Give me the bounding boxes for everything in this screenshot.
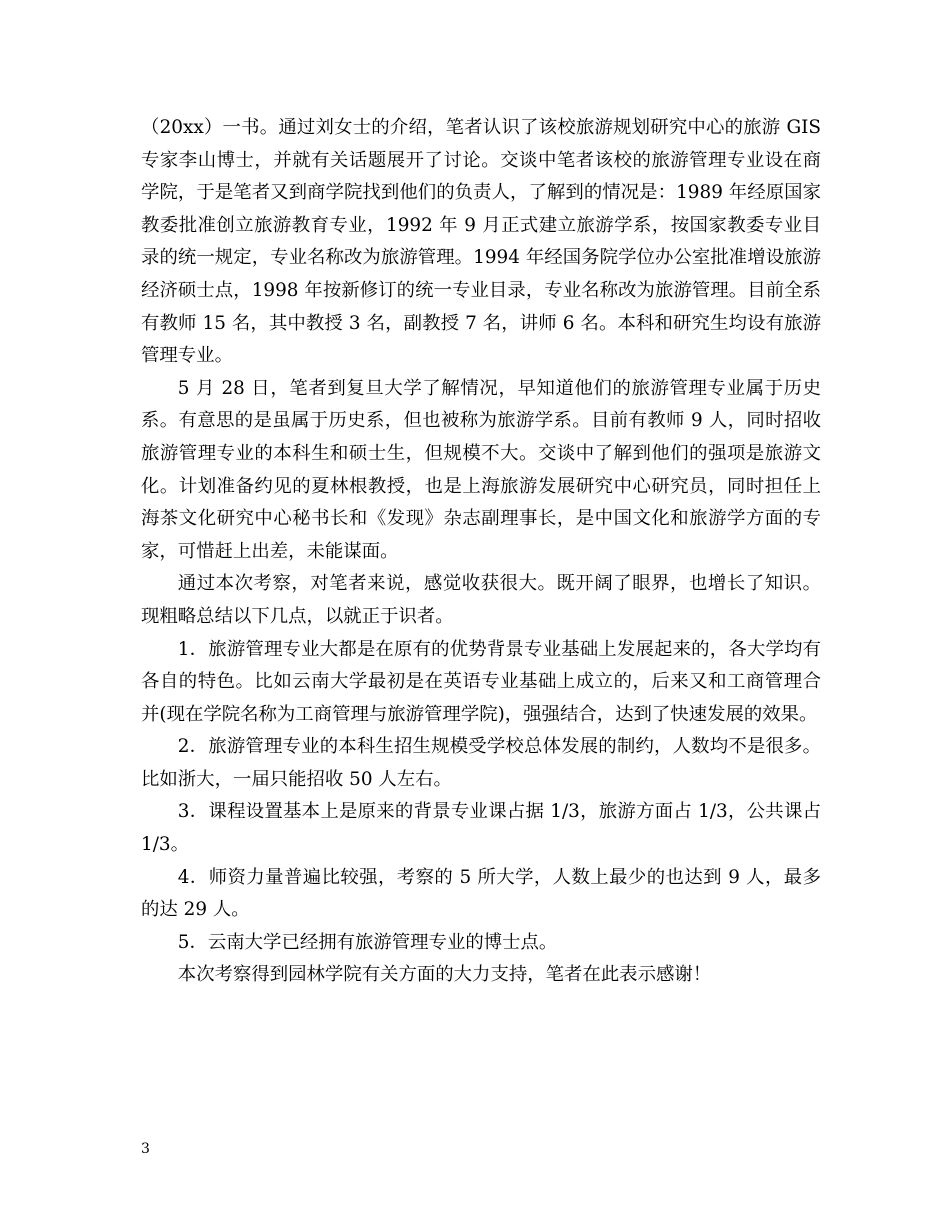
paragraph-1: （20xx）一书。通过刘女士的介绍，笔者认识了该校旅游规划研究中心的旅游 GIS 专家李山博士，并就有关话题展开了讨论。交谈中笔者该校的旅游管理专业设在商学院，于是笔者又到商学院找到他们的负责人，了解到的情况是：1989 年经原国家教委批准创立旅游教育专业，1992 年 9 月正式建立旅游学系，按国家教委专业目录的统一规定，专业名称改为旅游管理。1994 年经国务院学位办公室批准增设旅游经济硕士点，1998 年按新修订的统一专业目录，专业名称改为旅游管理。目前全系有教师 15 名，其中教授 3 名，副教授 7 名，讲师 6 名。本科和研究生均设有旅游管理专业。 — [141, 117, 821, 367]
list-item-5: 5．云南大学已经拥有旅游管理专业的博士点。 — [177, 931, 558, 953]
document-body — [141, 112, 821, 992]
list-item-3: 3．课程设置基本上是原来的背景专业课占据 1/3，旅游方面占 1/3，公共课占 1/3。 — [141, 801, 821, 856]
closing-paragraph: 本次考察得到园林学院有关方面的大力支持，笔者在此表示感谢！ — [177, 964, 712, 986]
list-item-1: 1．旅游管理专业大都是在原有的优势背景专业基础上发展起来的，各大学均有各自的特色。比如云南大学最初是在英语专业基础上成立的，后来又和工商管理合并(现在学院名称为工商管理与旅游管理学院)，强强结合，达到了快速发展的效果。 — [141, 638, 821, 725]
list-item-2: 2．旅游管理专业的本科生招生规模受学校总体发展的制约，人数均不是很多。比如浙大，一届只能招收 50 人左右。 — [141, 736, 821, 790]
page-number: 3 — [141, 1141, 150, 1157]
list-item-4: 4．师资力量普遍比较强，考察的 5 所大学，人数上最少的也达到 9 人，最多的达 29 人。 — [141, 866, 821, 921]
paragraph-2: 5 月 28 日，笔者到复旦大学了解情况，早知道他们的旅游管理专业属于历史系。有意思的是虽属于历史系，但也被称为旅游学系。目前有教师 9 人，同时招收旅游管理专业的本科生和硕士生，但规模不大。交谈中了解到他们的强项是旅游文化。计划准备约见的夏林根教授，也是上海旅游发展研究中心研究员，同时担任上海茶文化研究中心秘书长和《发现》杂志副理事长，是中国文化和旅游学方面的专家，可惜赶上出差，未能谋面。 — [141, 377, 821, 562]
paragraph-3: 通过本次考察，对笔者来说，感觉收获很大。既开阔了眼界，也增长了知识。现粗略总结以下几点，以就正于识者。 — [141, 573, 821, 627]
